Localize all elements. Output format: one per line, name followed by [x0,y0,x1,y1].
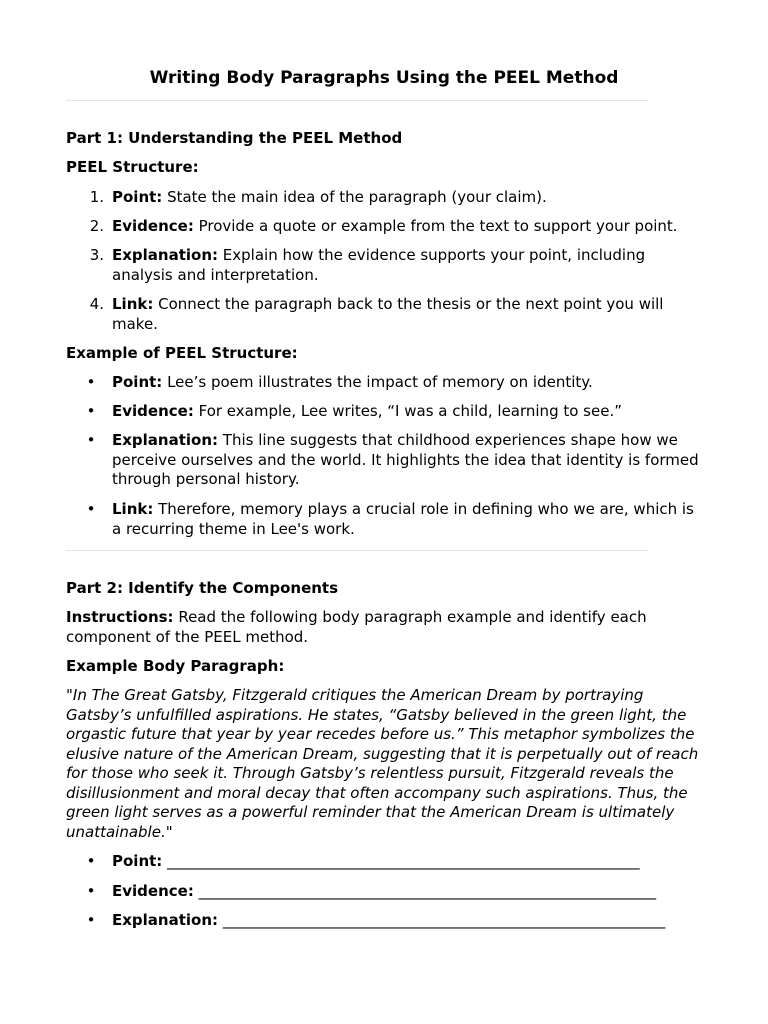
blank-point [66,852,706,872]
answer-line[interactable]: _______________________________________________________________ [162,852,640,870]
peel-step-link [66,295,706,334]
bullet-icon: • [86,431,96,449]
example-term: Explanation: [112,431,219,449]
instructions [66,608,706,647]
example-term: Evidence: [112,402,194,420]
example-text: This line suggests that childhood experiences shape how we perceive ourselves and the world. It highlights the idea that identity is formed through personal history. [112,431,699,488]
peel-example-heading: Example of PEEL Structure: [66,344,298,362]
example-paragraph-heading: Example Body Paragraph: [66,657,285,675]
step-term: Link: [112,295,154,313]
part1-heading: Part 1: Understanding the PEEL Method [66,129,403,147]
example-text: Therefore, memory plays a crucial role in defining who we are, which is a recurring theme in Lee's work. [112,500,694,538]
step-number: 2. [89,217,104,235]
step-text: Provide a quote or example from the text to support your point. [193,217,678,235]
bullet-icon: • [86,911,96,929]
blank-evidence [66,882,706,902]
example-paragraph [66,686,706,842]
step-term: Point: [112,188,163,206]
step-number: 1. [89,188,104,206]
example-term: Point: [112,373,163,391]
bullet-icon: • [86,500,96,518]
peel-structure-heading: PEEL Structure: [66,158,199,176]
blank-term: Evidence: [112,882,194,900]
example-explanation [66,431,706,490]
example-link [66,500,706,539]
instructions-text: Read the following body paragraph example and identify each component of the PEEL method. [66,608,647,646]
step-text: State the main idea of the paragraph (your claim). [162,188,547,206]
divider-top [66,100,648,101]
peel-step-point [66,188,706,208]
step-number: 4. [89,295,104,313]
example-text: For example, Lee writes, “I was a child, learning to see.” [193,402,622,420]
blank-explanation [66,911,706,931]
example-point [66,373,706,393]
divider-middle [66,550,648,551]
example-text: Lee’s poem illustrates the impact of memory on identity. [162,373,593,391]
example-term: Link: [112,500,154,518]
close-quote: " [165,822,173,841]
bullet-icon: • [86,852,96,870]
bullet-icon: • [86,402,96,420]
blank-term: Explanation: [112,911,219,929]
step-text: Connect the paragraph back to the thesis or the next point you will make. [112,295,664,333]
answer-line[interactable]: _____________________________________________________________ [193,882,657,900]
peel-step-explanation [66,246,706,285]
step-term: Evidence: [112,217,194,235]
blank-term: Point: [112,852,163,870]
example-evidence [66,402,706,422]
step-text: Explain how the evidence supports your point, including analysis and interpretation. [112,246,646,284]
page-title: Writing Body Paragraphs Using the PEEL Method [149,68,619,88]
step-number: 3. [89,246,104,264]
paragraph-text: In The Great Gatsby, Fitzgerald critiques the American Dream by portraying Gatsby’s unfulfilled aspirations. He states, “Gatsby believed in the green light, the orgastic future that year by year recedes before us.” This metaphor symbolizes the elusive nature of the American Dream, suggesting that it is perpetually out of reach for those who seek it. Through Gatsby’s relentless pursuit, Fitzgerald reveals the disillusionment and moral decay that often accompany such aspirations. Thus, the green light serves as a powerful reminder that the American Dream is ultimately unattainable. [66,686,699,841]
open-quote: " [66,686,73,704]
bullet-icon: • [86,882,96,900]
answer-line[interactable]: ___________________________________________________________ [218,911,666,929]
part2-heading: Part 2: Identify the Components [66,579,339,597]
instructions-label: Instructions: [66,608,174,626]
step-term: Explanation: [112,246,219,264]
bullet-icon: • [86,373,96,391]
peel-step-evidence [66,217,706,237]
